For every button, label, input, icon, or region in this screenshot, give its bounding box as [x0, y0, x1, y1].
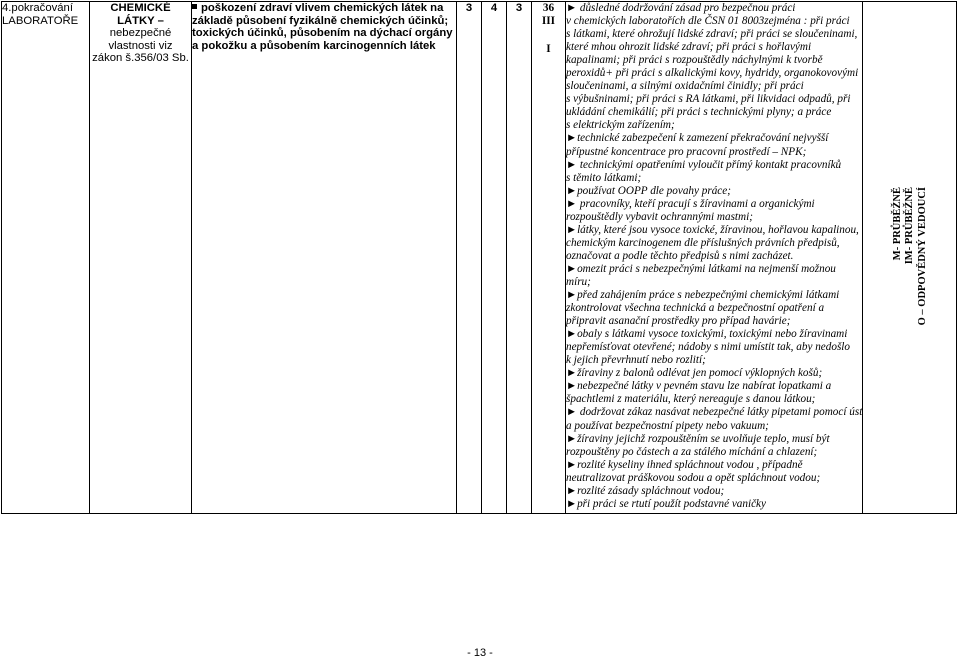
responsibility-cell	[863, 2, 957, 514]
category-title: CHEMICKÉ LÁTKY –	[110, 2, 171, 27]
measures-list	[566, 2, 862, 511]
measure-line: ►omezit práci s nebezpečnými látkami na nejmenší možnou	[566, 262, 836, 275]
category-line: vlastnosti viz	[108, 39, 173, 52]
measure-line: ►obaly s látkami vysoce toxickými, toxickými nebo žíravinami	[566, 328, 848, 341]
probability-value: 3	[465, 2, 473, 14]
category-cell	[90, 2, 192, 514]
measure-line: ►při práci se rtutí použít podstavné vaničky	[566, 497, 766, 510]
measure-line: s látkami, které ohrožují lidské zdraví; při práci se sloučeninami,	[566, 28, 858, 41]
measure-line: ►látky, které jsou vysoce toxické, žíravinou, hořlavou kapalinou,	[566, 223, 859, 236]
measure-line: sloučeninami, a silnými oxidačními činidly; při práci	[566, 80, 804, 93]
measure-line: neutralizovat práškovou sodou a opět spláchnout vodou;	[566, 471, 821, 484]
hazard-cell	[192, 2, 457, 514]
risk-class: III	[541, 15, 556, 27]
responsibility-line: O – ODPOVĚDNÝ VEDOUCÍ	[917, 187, 929, 326]
section-label: 4.pokračování LABORATOŘE	[2, 2, 79, 27]
responsibility-line: IM- PRŮBĚŽNĚ	[904, 187, 916, 265]
risk-cell	[532, 2, 566, 514]
measure-line: ►před zahájením práce s nebezpečnými chemickými látkami	[566, 289, 840, 302]
measures-cell	[566, 2, 863, 514]
measure-line: peroxidů+ při práci s alkalickými kovy, hydridy, organokovovými	[566, 67, 859, 80]
measure-line: ►žíraviny z balonů odlévat jen pomocí výklopných košů;	[566, 367, 823, 380]
square-bullet-icon	[192, 4, 197, 9]
measure-line: které mhou ohrozit lidské zdraví; při práci s hořlavými	[566, 41, 812, 54]
measure-line: ►rozlité zásady spláchnout vodou;	[566, 484, 725, 497]
measure-line: ►nebezpečné látky v pevném stavu lze nabírat lopatkami a	[566, 380, 832, 393]
measure-line: rozpouštědly vybavit ochrannými mastmi;	[566, 210, 753, 223]
measure-line: ►žíraviny jejichž rozpouštěním se uvolňuje teplo, musí být	[566, 432, 830, 445]
hazard-text: poškození zdraví vlivem chemických látek na základě působení fyzikálně chemických účinků; toxických účinků, působením na dýchací orgány a pokožku a působením karcinogenních látek	[192, 2, 453, 52]
measure-line: připravit asanační prostředky pro případ havárie;	[566, 315, 791, 328]
measure-line: ukládání chemikálií; při práci s technickými plyny; a práce	[566, 106, 832, 119]
measure-line: chemickým karcinogenem dle příslušných právních předpisů,	[566, 236, 840, 249]
exposure-value: 3	[515, 2, 523, 14]
section-cell	[2, 2, 90, 514]
consequence-value: 4	[490, 2, 498, 14]
measure-line: a používat bezpečnostní pipety nebo vakuum;	[566, 419, 769, 432]
measure-line: v chemických laboratořích dle ČSN 01 8003zejména : při práci	[566, 15, 850, 28]
measure-line: ► technickými opatřeními vyloučit přímý kontakt pracovníků	[566, 158, 842, 171]
measure-line: s těmito látkami;	[566, 171, 642, 184]
responsibility-line: M- PRŮBĚŽNĚ	[892, 187, 904, 261]
page-number: - 13 -	[467, 647, 493, 659]
measure-line: ► pracovníky, kteří pracují s žíravinami a organickými	[566, 197, 815, 210]
measure-line: zkontrolovat všechna technická a bezpečnostní opatření a	[566, 302, 825, 315]
measure-line: ► důsledné dodržování zásad pro bezpečnou práci	[566, 2, 796, 14]
measure-line: špachtlemi z materiálu, který nereaguje s danou látkou;	[566, 393, 816, 406]
category-line: nebezpečné	[109, 27, 172, 39]
measure-line: ► dodržovat zákaz nasávat nebezpečné látky pipetami pomocí úst	[566, 406, 863, 419]
consequence-cell	[482, 2, 507, 514]
measure-line: přípustné koncentrace pro pracovní prostředí – NPK;	[566, 145, 807, 158]
table-row	[2, 2, 957, 514]
measure-line: kapalinami; při práci s rozpouštědly náchylnými k tvorbě	[566, 54, 823, 67]
measure-line: označovat a podle těchto předpisů s nimi zacházet.	[566, 249, 794, 262]
measure-line: ►používat OOPP dle povahy práce;	[566, 184, 731, 197]
measure-line: k jejich převrhnutí nebo rozlití;	[566, 354, 706, 367]
exposure-cell	[507, 2, 532, 514]
measure-line: míru;	[566, 275, 591, 288]
probability-cell	[457, 2, 482, 514]
measure-line: nepřemísťovat otevřené; nádoby s nimi umístit tak, aby nedošlo	[566, 341, 851, 354]
measure-line: ►rozlité kyseliny ihned spláchnout vodou , případně	[566, 458, 803, 471]
risk-category: I	[546, 43, 551, 55]
measure-line: ►technické zabezpečení k zamezení překračování nejvyšší	[566, 132, 829, 145]
measure-line: rozpouštěny po částech a za stálého míchání a chlazení;	[566, 445, 818, 458]
risk-value: 36	[542, 2, 555, 14]
risk-table	[1, 1, 957, 514]
responsibility-text	[863, 187, 956, 337]
measure-line: s elektrickým zařízením;	[566, 119, 675, 132]
measure-line: s výbušninami; při práci s RA látkami, při likvidaci odpadů, při	[566, 93, 851, 106]
category-line: zákon š.356/03 Sb.	[92, 52, 189, 64]
